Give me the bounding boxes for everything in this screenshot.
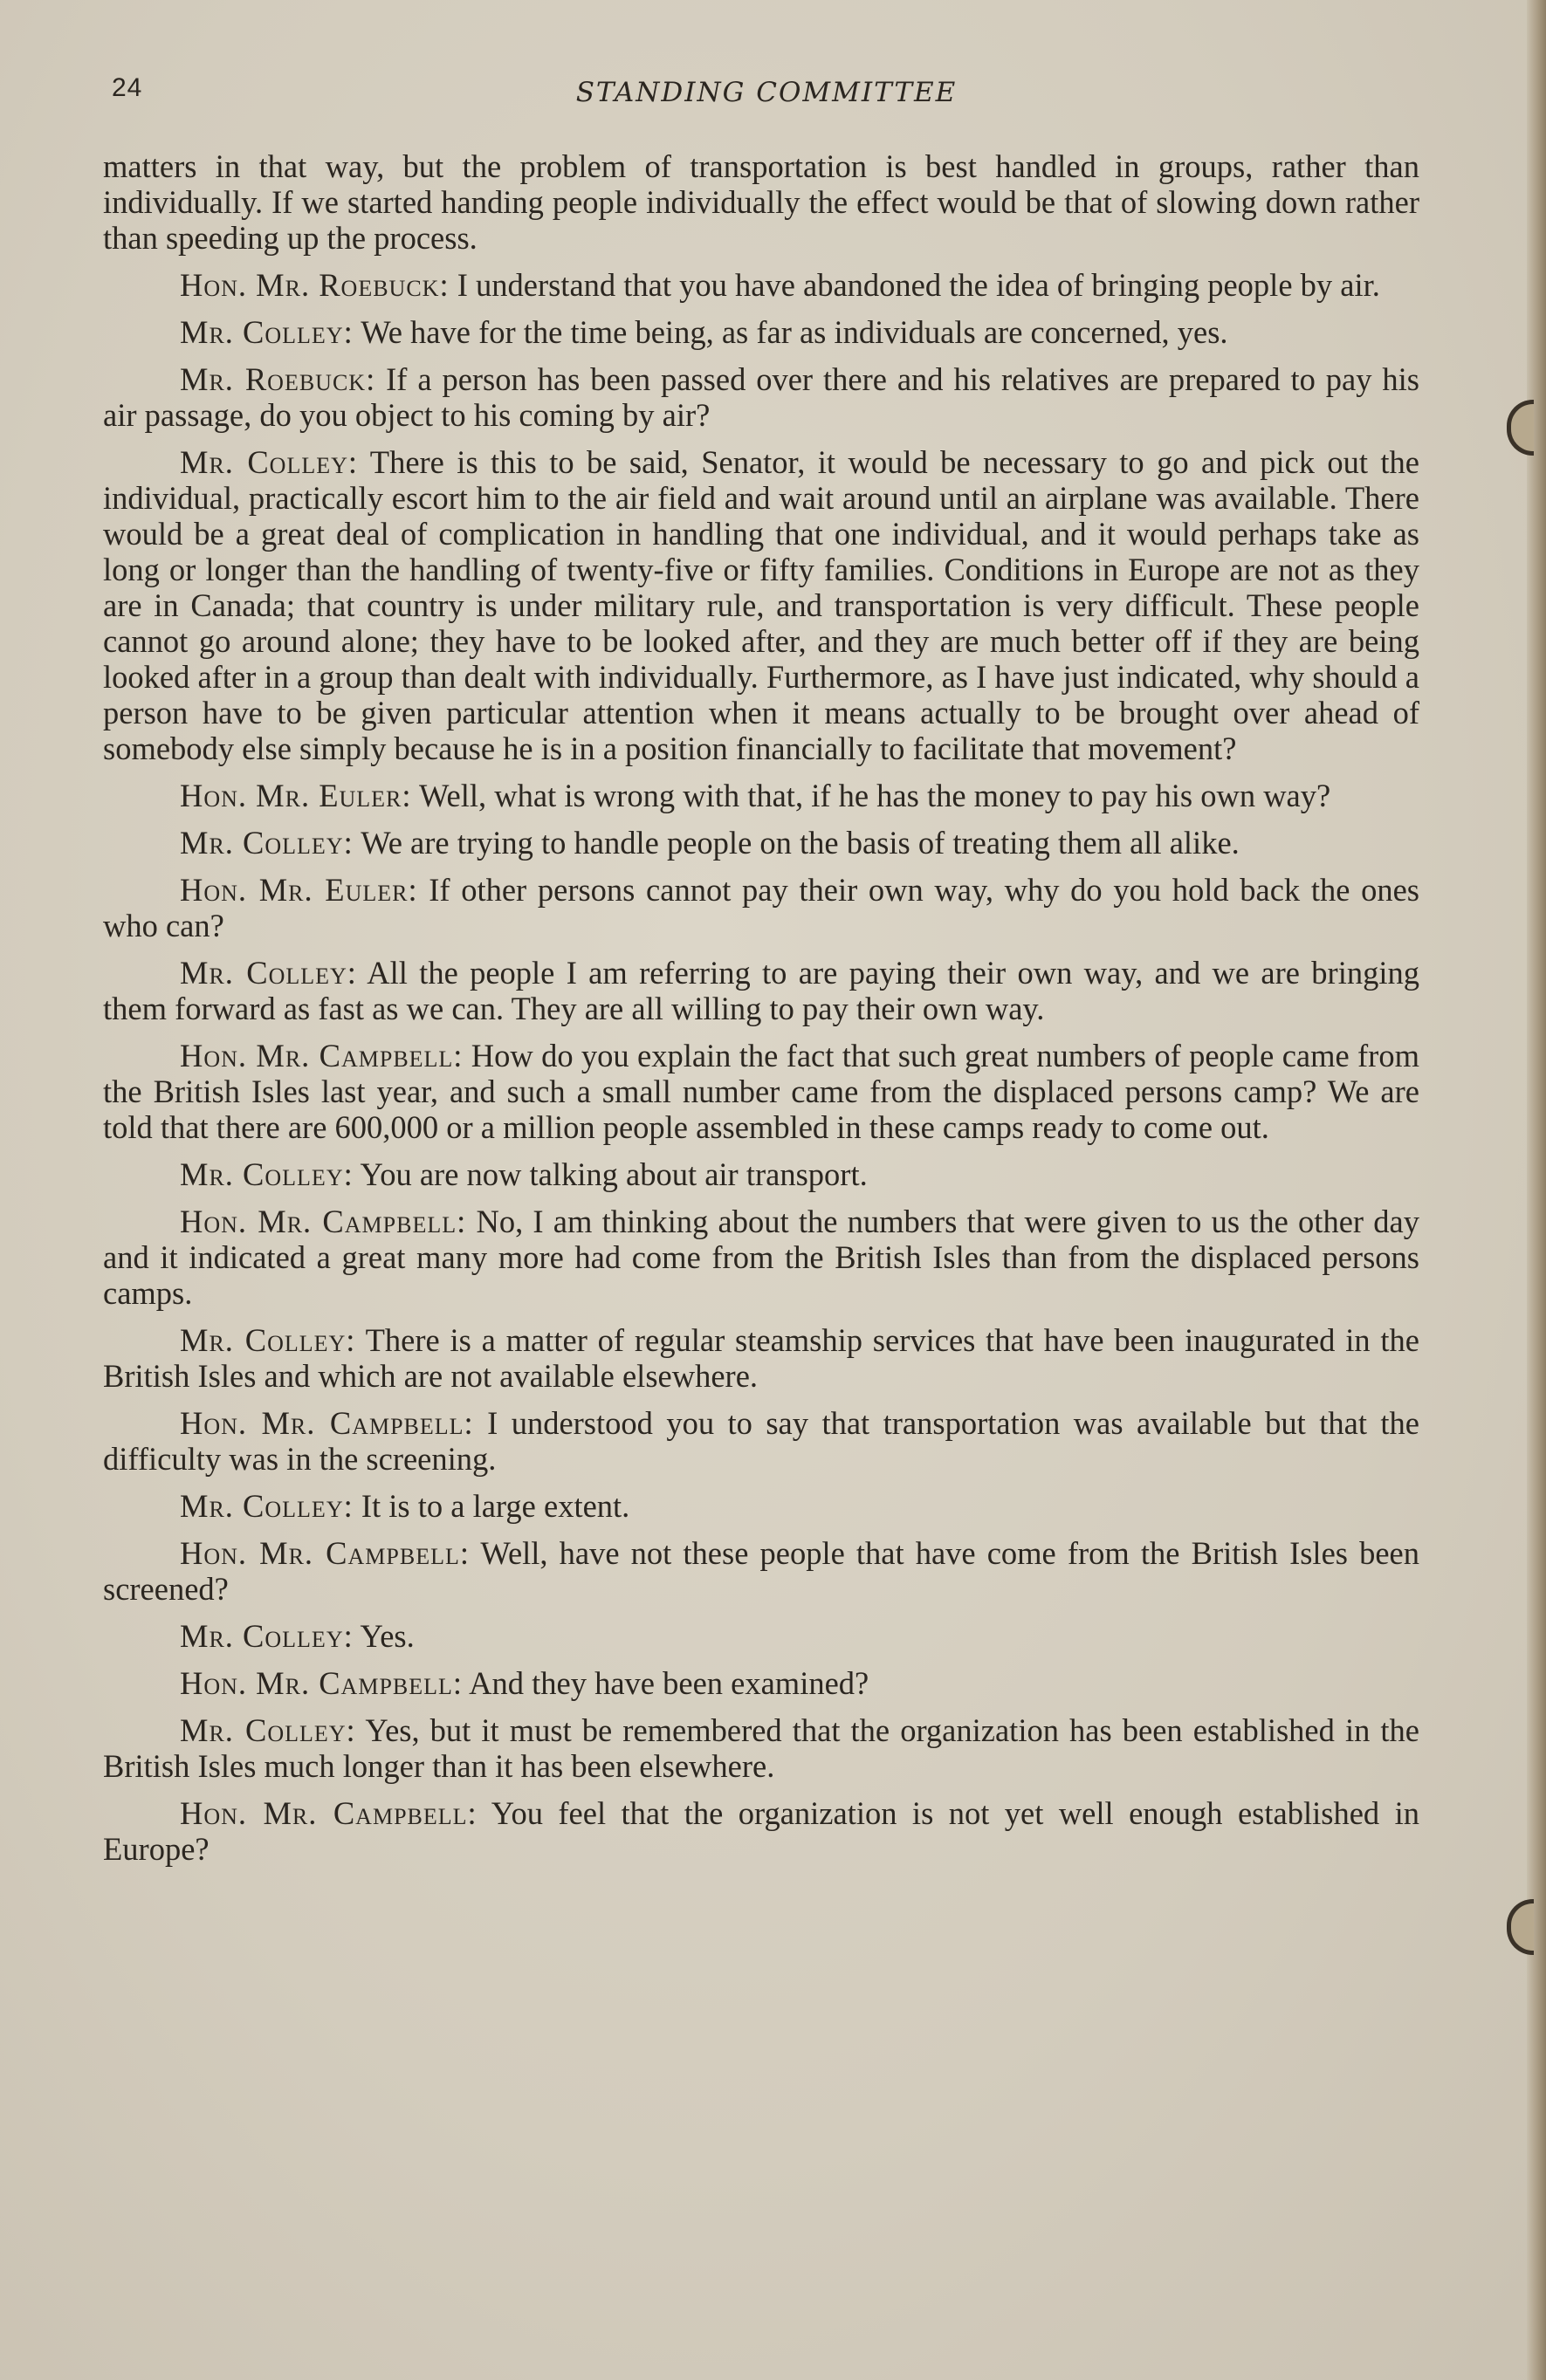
paragraph — [103, 1535, 1419, 1607]
paragraph-text: No, I am thinking about the numbers that were given to us the other day and it indicated a great many more had come from the British Isles than from the displaced persons camps. — [103, 1204, 1419, 1311]
paragraph-text: There is a matter of regular steamship services that have been inaugurated in the British Isles and which are not available elsewhere. — [103, 1322, 1419, 1394]
paragraph-text: We are trying to handle people on the basis of treating them all alike. — [353, 825, 1240, 861]
paragraph — [103, 1322, 1419, 1394]
speaker-label: Hon. Mr. Euler: — [180, 778, 412, 813]
running-head: STANDING COMMITTEE — [575, 77, 958, 108]
speaker-label: Mr. Colley: — [180, 955, 357, 991]
paragraph-text: matters in that way, but the problem of transportation is best handled in groups, rather than individually. If we started handing people individually the effect would be that of slowing down rather than speeding up the process. — [103, 148, 1419, 256]
paragraph-text: It is to a large extent. — [353, 1488, 630, 1524]
speaker-label: Hon. Mr. Roebuck: — [180, 267, 450, 303]
paragraph-text: Well, have not these people that have come from the British Isles been screened? — [103, 1535, 1419, 1607]
page-edge — [1527, 0, 1546, 2380]
speaker-label: Mr. Roebuck: — [180, 361, 376, 397]
paragraph — [103, 1156, 1419, 1192]
binding-hole-mark — [1507, 400, 1534, 456]
paragraph — [103, 1488, 1419, 1524]
paragraph — [103, 825, 1419, 861]
speaker-label: Hon. Mr. Campbell: — [180, 1405, 474, 1441]
speaker-label: Mr. Colley: — [180, 1618, 354, 1654]
paragraph — [103, 955, 1419, 1026]
speaker-label: Hon. Mr. Campbell: — [180, 1665, 464, 1701]
speaker-label: Mr. Colley: — [180, 825, 354, 861]
paragraph-text: If a person has been passed over there and his relatives are prepared to pay his air passage, do you object to his coming by air? — [103, 361, 1419, 433]
paragraph-text: And they have been examined? — [463, 1665, 869, 1701]
page-number: 24 — [112, 73, 143, 102]
paragraph-text: If other persons cannot pay their own way, why do you hold back the ones who can? — [103, 872, 1419, 943]
paragraph — [103, 1795, 1419, 1867]
paragraph-text: Yes, but it must be remembered that the organization has been established in the British Isles much longer than it has been elsewhere. — [103, 1712, 1419, 1784]
paragraph — [103, 444, 1419, 766]
paragraph — [103, 1405, 1419, 1477]
paragraph-text: We have for the time being, as far as individuals are concerned, yes. — [353, 314, 1228, 350]
paragraph — [103, 314, 1419, 350]
speaker-label: Mr. Colley: — [180, 314, 354, 350]
paragraph-text: I understand that you have abandoned the idea of bringing people by air. — [449, 267, 1380, 303]
paragraph — [103, 1712, 1419, 1784]
paragraph — [103, 872, 1419, 943]
binding-hole-mark — [1507, 1899, 1534, 1955]
paragraph-text: All the people I am referring to are paying their own way, and we are bringing them forward as fast as we can. They are all willing to pay their own way. — [103, 955, 1419, 1026]
paragraph — [103, 267, 1419, 303]
paragraph — [103, 148, 1419, 256]
speaker-label: Mr. Colley: — [180, 444, 359, 480]
paragraph — [103, 361, 1419, 433]
speaker-label: Hon. Mr. Campbell: — [180, 1795, 478, 1831]
paragraph-text: There is this to be said, Senator, it would be necessary to go and pick out the individual, practically escort him to the air field and wait around until an airplane was available. There would be a great deal of complication in handling that one individual, and it would perhaps take as long or longer than the handling of twenty-five or fifty families. Conditions in Europe are not as they are in Canada; that country is under military rule, and transportation is very difficult. These people cannot go around alone; they have to be looked after, and they are much better off if they are being looked after in a group than dealt with individually. Furthermore, as I have just indicated, why should a person have to be given particular attention when it means actually to be brought over ahead of somebody else simply because he is in a position financially to facilitate that movement? — [103, 444, 1419, 766]
paragraph — [103, 1038, 1419, 1145]
paragraph-text: Well, what is wrong with that, if he has the money to pay his own way? — [411, 778, 1331, 813]
speaker-label: Mr. Colley: — [180, 1322, 356, 1358]
speaker-label: Hon. Mr. Campbell: — [180, 1204, 467, 1239]
paragraph — [103, 1204, 1419, 1311]
page-header — [112, 73, 1421, 115]
paragraph-text: You are now talking about air transport. — [353, 1156, 868, 1192]
speaker-label: Hon. Mr. Campbell: — [180, 1535, 470, 1571]
paragraph-text: Yes. — [353, 1618, 415, 1654]
paragraph — [103, 1665, 1419, 1701]
paragraph-text: I understood you to say that transportation was available but that the difficulty was in the screening. — [103, 1405, 1419, 1477]
speaker-label: Hon. Mr. Euler: — [180, 872, 418, 908]
transcript-body — [103, 148, 1419, 1878]
speaker-label: Hon. Mr. Campbell: — [180, 1038, 464, 1073]
paragraph — [103, 778, 1419, 813]
paragraph — [103, 1618, 1419, 1654]
paragraph-text: How do you explain the fact that such great numbers of people came from the British Isles last year, and such a small number came from the displaced persons camp? We are told that there are 600,000 or a million people assembled in these camps ready to come out. — [103, 1038, 1419, 1145]
speaker-label: Mr. Colley: — [180, 1156, 354, 1192]
speaker-label: Mr. Colley: — [180, 1712, 356, 1748]
paragraph-text: You feel that the organization is not yet well enough established in Europe? — [103, 1795, 1419, 1867]
speaker-label: Mr. Colley: — [180, 1488, 354, 1524]
